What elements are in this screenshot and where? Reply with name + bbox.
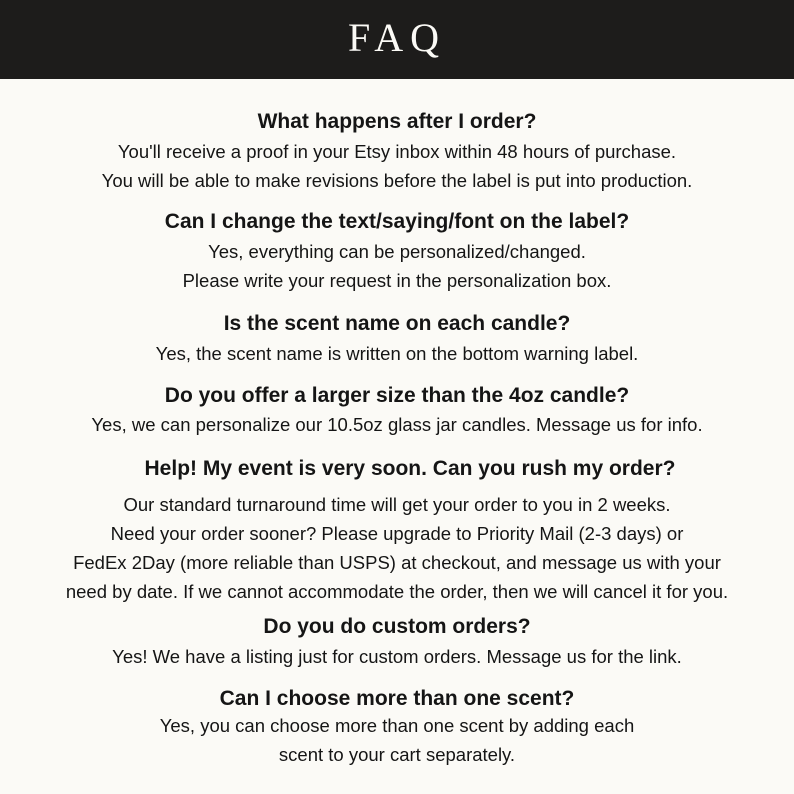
faq-answer-7-line-1: Yes, you can choose more than one scent by adding each (159, 715, 635, 736)
faq-answer-4 (0, 410, 794, 439)
faq-question-4: Do you offer a larger size than the 4oz candle? (164, 384, 630, 407)
faq-question-6: Do you do custom orders? (263, 615, 531, 638)
faq-question-5: Help! My event is very soon. Can you rush my order? (144, 457, 676, 480)
faq-question-7: Can I choose more than one scent? (219, 687, 575, 710)
faq-answer-5-line-2: Need your order sooner? Please upgrade to Priority Mail (2-3 days) or (110, 523, 684, 544)
faq-answer-5 (0, 490, 794, 606)
faq-answer-3-line-1: Yes, the scent name is written on the bottom warning label. (155, 343, 639, 364)
faq-answer-2-line-2: Please write your request in the personalization box. (182, 270, 612, 291)
faq-answer-1 (0, 137, 794, 195)
faq-answer-3 (0, 339, 794, 368)
faq-answer-7 (0, 711, 794, 769)
header-bar (0, 0, 794, 79)
faq-question-2: Can I change the text/saying/font on the label? (164, 210, 630, 233)
faq-answer-5-line-4: need by date. If we cannot accommodate the order, then we will cancel it for you. (65, 581, 729, 602)
faq-answer-5-line-3: FedEx 2Day (more reliable than USPS) at checkout, and message us with your (73, 552, 721, 573)
faq-answer-2-line-1: Yes, everything can be personalized/changed. (208, 241, 586, 262)
faq-answer-7-line-2: scent to your cart separately. (278, 744, 516, 765)
faq-answer-2 (0, 237, 794, 295)
page-title: FAQ (347, 15, 447, 60)
faq-answer-4-line-1: Yes, we can personalize our 10.5oz glass jar candles. Message us for info. (91, 414, 703, 435)
faq-answer-1-line-1: You'll receive a proof in your Etsy inbox within 48 hours of purchase. (117, 141, 677, 162)
faq-answer-1-line-2: You will be able to make revisions before the label is put into production. (101, 170, 693, 191)
faq-question-3: Is the scent name on each candle? (223, 312, 571, 335)
faq-answer-5-line-1: Our standard turnaround time will get your order to you in 2 weeks. (123, 494, 671, 515)
faq-answer-6 (0, 642, 794, 671)
faq-answer-6-line-1: Yes! We have a listing just for custom orders. Message us for the link. (112, 646, 682, 667)
faq-question-1: What happens after I order? (257, 110, 537, 133)
